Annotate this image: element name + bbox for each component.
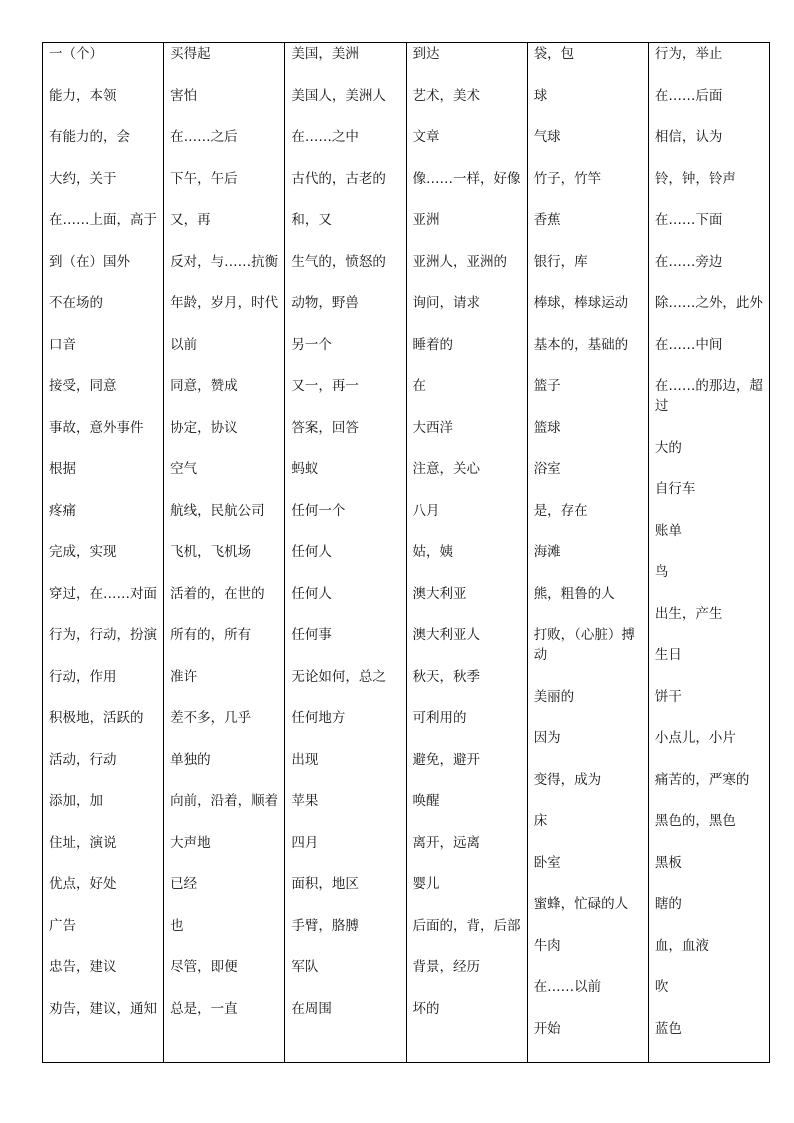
- table-cell: 熊，粗鲁的人: [533, 585, 615, 602]
- table-cell: 香蕉: [533, 212, 561, 228]
- table-cell: 球: [533, 87, 548, 104]
- table-cell: 不在场的: [49, 295, 103, 311]
- table-cell: 在……的那边，超过: [654, 378, 763, 414]
- table-cell: 避免，避开: [412, 751, 481, 768]
- table-cell: 篮子: [533, 378, 561, 394]
- table-cell: 蓝色: [654, 1020, 682, 1037]
- table-cell: 根据: [49, 461, 76, 477]
- table-cell: 竹子，竹竿: [533, 170, 602, 187]
- table-cell: 美国，美洲: [291, 46, 359, 62]
- table-cell: 任何事: [291, 627, 332, 643]
- table-cell: 生日: [654, 647, 682, 663]
- table-cell: 因为: [533, 730, 561, 746]
- table-cell: 卧室: [533, 854, 561, 871]
- table-cell: 总是，一直: [170, 1000, 238, 1017]
- table-cell: 瞎的: [654, 896, 682, 912]
- table-cell: 完成，实现: [49, 544, 117, 560]
- table-cell: 苹果: [291, 793, 319, 809]
- table-cell: 四月: [291, 834, 319, 851]
- table-cell: 浴室: [533, 461, 561, 477]
- table-cell: 广告: [49, 917, 76, 934]
- table-cell: 相信，认为: [654, 129, 723, 145]
- table-cell: 事故，意外事件: [49, 419, 144, 436]
- table-cell: 美丽的: [533, 688, 575, 705]
- table-cell: 在……之后: [170, 129, 238, 145]
- table-cell: 也: [170, 917, 184, 934]
- table-cell: 小点儿，小片: [654, 730, 736, 746]
- table-cell: 任何地方: [291, 710, 346, 726]
- table-cell: 吹: [654, 979, 669, 995]
- table-cell: 行为，举止: [654, 46, 723, 62]
- table-cell: 打败，（心脏）搏动: [533, 627, 635, 663]
- table-cell: 美国人，美洲人: [291, 87, 386, 104]
- column-3: [285, 43, 406, 1062]
- table-cell: 亚洲: [412, 212, 440, 228]
- table-cell: 海滩: [533, 544, 561, 560]
- table-cell: 鸟: [654, 564, 669, 580]
- table-cell: 背景，经历: [412, 959, 481, 975]
- table-cell: 任何人: [291, 544, 332, 560]
- table-cell: 古代的，古老的: [291, 170, 386, 187]
- table-cell: 床: [533, 813, 548, 829]
- table-cell: 大的: [654, 439, 682, 456]
- table-cell: 铃，钟，铃声: [654, 170, 736, 187]
- table-cell: 能力，本领: [49, 87, 117, 104]
- table-cell: 在……下面: [654, 212, 723, 228]
- table-cell: 亚洲人，亚洲的: [412, 253, 508, 270]
- table-cell: 疼痛: [49, 502, 76, 519]
- table-cell: 活动，行动: [49, 751, 117, 768]
- table-cell: 篮球: [533, 419, 561, 436]
- table-cell: 账单: [654, 522, 682, 539]
- table-cell: 一（个）: [49, 46, 103, 62]
- table-cell: 空气: [170, 461, 198, 477]
- table-cell: 任何人: [291, 585, 332, 602]
- table-cell: 出现: [291, 751, 319, 768]
- table-cell: 到（在）国外: [49, 253, 130, 270]
- table-cell: 询问，请求: [412, 295, 481, 311]
- table-cell: 年龄，岁月，时代: [170, 295, 279, 311]
- table-cell: 痛苦的，严寒的: [654, 771, 750, 788]
- column-1: [43, 43, 164, 1062]
- table-cell: 接受，同意: [49, 378, 117, 394]
- table-cell: 单独的: [170, 751, 211, 768]
- table-cell: 后面的，背，后部: [412, 917, 521, 934]
- table-cell: 准许: [170, 668, 198, 685]
- table-cell: 大约，关于: [49, 170, 117, 187]
- table-cell: 睡着的: [412, 336, 454, 353]
- table-cell: 是，存在: [533, 502, 588, 519]
- table-cell: 秋天，秋季: [412, 668, 481, 685]
- table-cell: 除……之外，此外: [654, 295, 763, 311]
- column-6: [649, 43, 769, 1062]
- table-cell: 注意，关心: [412, 461, 481, 477]
- table-cell: 口音: [49, 336, 76, 353]
- table-cell: 银行，库: [533, 253, 588, 270]
- table-cell: 忠告，建议: [49, 959, 117, 975]
- table-cell: 买得起: [170, 46, 211, 62]
- table-cell: 澳大利亚: [412, 585, 467, 602]
- table-cell: 行为，行动，扮演: [49, 627, 157, 643]
- table-cell: 蚂蚁: [291, 461, 319, 477]
- table-cell: 饼干: [654, 688, 682, 705]
- table-cell: 在……上面，高于: [49, 212, 157, 228]
- table-cell: 自行车: [654, 481, 696, 497]
- table-cell: 艺术，美术: [412, 87, 481, 104]
- table-cell: 又，再: [170, 212, 211, 228]
- table-cell: 住址，演说: [49, 834, 117, 851]
- table-cell: 动物，野兽: [291, 295, 359, 311]
- table-cell: 到达: [412, 46, 440, 62]
- table-cell: 在……之中: [291, 129, 359, 145]
- table-cell: 在……旁边: [654, 253, 723, 270]
- table-cell: 向前，沿着，顺着: [170, 793, 279, 809]
- table-cell: 姑，姨: [412, 544, 454, 560]
- table-cell: 和，又: [291, 212, 332, 228]
- column-2: [164, 43, 285, 1062]
- table-cell: 变得，成为: [533, 771, 602, 788]
- table-cell: 答案，回答: [291, 419, 359, 436]
- table-cell: 添加，加: [49, 793, 103, 809]
- table-cell: 另一个: [291, 336, 332, 353]
- table-cell: 坏的: [412, 1000, 440, 1017]
- table-cell: 开始: [533, 1020, 561, 1037]
- table-cell: 在周围: [291, 1000, 332, 1017]
- table-cell: 差不多，几乎: [170, 710, 252, 726]
- table-cell: 积极地，活跃的: [49, 710, 144, 726]
- table-cell: 在……中间: [654, 336, 723, 353]
- vocabulary-table: [42, 42, 770, 1063]
- table-cell: 在: [412, 378, 427, 394]
- table-cell: 在……后面: [654, 87, 723, 104]
- table-cell: 又一，再一: [291, 378, 359, 394]
- table-cell: 穿过，在……对面: [49, 585, 157, 602]
- column-5: [528, 43, 649, 1062]
- table-cell: 航线，民航公司: [170, 502, 265, 519]
- table-cell: 活着的，在世的: [170, 585, 265, 602]
- table-cell: 手臂，胳膊: [291, 917, 359, 934]
- table-cell: 澳大利亚人: [412, 627, 481, 643]
- table-cell: 尽管，即便: [170, 959, 238, 975]
- table-cell: 黑板: [654, 854, 682, 871]
- table-cell: 协定，协议: [170, 419, 238, 436]
- table-cell: 任何一个: [291, 502, 346, 519]
- table-cell: 军队: [291, 959, 319, 975]
- table-cell: 血，血液: [654, 937, 709, 954]
- table-cell: 棒球，棒球运动: [533, 295, 629, 311]
- table-cell: 反对，与……抗衡: [170, 253, 279, 270]
- table-cell: 大声地: [170, 834, 211, 851]
- table-cell: 无论如何，总之: [291, 668, 386, 685]
- table-cell: 飞机，飞机场: [170, 544, 252, 560]
- table-cell: 在……以前: [533, 979, 602, 995]
- table-cell: 同意，赞成: [170, 378, 238, 394]
- table-cell: 可利用的: [412, 710, 467, 726]
- table-cell: 蜜蜂，忙碌的人: [533, 896, 629, 912]
- table-cell: 黑色的，黑色: [654, 813, 736, 829]
- table-cell: 袋，包: [533, 46, 575, 62]
- column-4: [407, 43, 528, 1062]
- table-cell: 大西洋: [412, 419, 454, 436]
- table-cell: 文章: [412, 129, 440, 145]
- table-cell: 气球: [533, 129, 561, 145]
- table-cell: 以前: [170, 336, 198, 353]
- table-cell: 婴儿: [412, 876, 440, 892]
- table-cell: 优点，好处: [49, 876, 117, 892]
- table-cell: 面积，地区: [291, 876, 359, 892]
- table-cell: 出生，产生: [654, 605, 723, 622]
- table-cell: 唤醒: [412, 793, 440, 809]
- table-cell: 生气的，愤怒的: [291, 253, 386, 270]
- table-cell: 所有的，所有: [170, 627, 252, 643]
- table-cell: 害怕: [170, 87, 198, 104]
- table-cell: 八月: [412, 502, 440, 519]
- table-cell: 牛肉: [533, 937, 561, 954]
- table-cell: 离开，远离: [412, 834, 481, 851]
- table-cell: 有能力的，会: [49, 129, 130, 145]
- table-cell: 像……一样，好像: [412, 170, 521, 187]
- table-cell: 基本的，基础的: [533, 336, 629, 353]
- table-cell: 已经: [170, 876, 198, 892]
- table-cell: 行动，作用: [49, 668, 117, 685]
- table-cell: 劝告，建议，通知: [49, 1000, 157, 1017]
- table-cell: 下午，午后: [170, 170, 238, 187]
